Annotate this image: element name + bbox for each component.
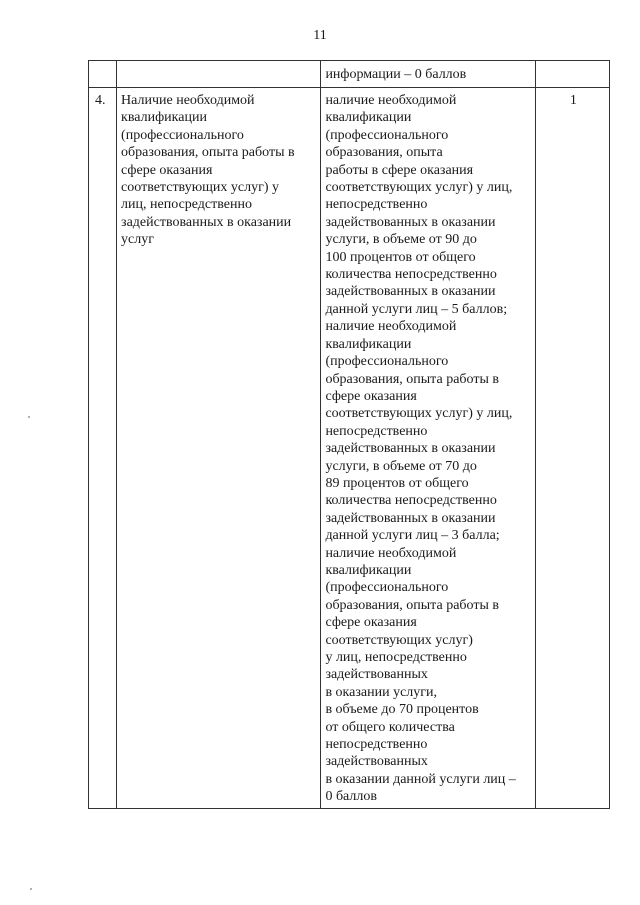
- text-line: в объеме до 70 процентов: [325, 702, 479, 718]
- text-line: образования, опыта работы в: [325, 597, 499, 613]
- text-line: образования, опыта работы в: [121, 145, 295, 161]
- text-line: задействованных: [325, 667, 428, 683]
- criterion-cell: [117, 88, 321, 809]
- text-line: соответствующих услуг): [325, 632, 473, 648]
- text-line: задействованных: [325, 754, 428, 770]
- text-line: данной услуги лиц – 3 балла;: [325, 528, 500, 544]
- text-line: образования, опыта: [325, 145, 443, 161]
- criterion-cell: [117, 61, 321, 88]
- criterion-text: [117, 88, 320, 251]
- text-line: непосредственно: [325, 423, 428, 439]
- text-line: Наличие необходимой: [121, 93, 255, 108]
- criterion-text: [117, 61, 320, 68]
- text-line: услуги, в объеме от 70 до: [325, 458, 477, 474]
- text-line: задействованных в оказании: [325, 214, 496, 230]
- table-row-continued: [89, 61, 610, 88]
- text-line: (профессионального: [121, 127, 244, 143]
- table-row-4: [89, 88, 610, 809]
- text-line: задействованных в оказании: [325, 510, 496, 526]
- text-line: данной услуги лиц – 5 баллов;: [325, 301, 508, 317]
- text-line: (профессионального: [325, 127, 449, 143]
- text-line: 100 процентов от общего: [325, 249, 476, 265]
- text-line: образования, опыта работы в: [325, 371, 499, 387]
- text-line: от общего количества: [325, 719, 455, 735]
- row-number: [89, 61, 116, 68]
- text-line: (профессионального: [325, 580, 449, 596]
- text-line: квалификации: [325, 336, 412, 352]
- text-line: работы в сфере оказания: [325, 162, 474, 178]
- text-line: лиц, непосредственно: [121, 197, 252, 213]
- text-line: соответствующих услуг) у лиц,: [325, 180, 513, 196]
- text-line: наличие необходимой: [325, 319, 457, 335]
- text-line: задействованных в оказании: [325, 284, 496, 300]
- text-line: задействованных в оказании: [121, 214, 292, 230]
- text-line: сфере оказания: [121, 162, 213, 178]
- text-line: задействованных в оказании: [325, 441, 496, 457]
- number-cell: [89, 61, 117, 88]
- text-line: квалификации: [325, 562, 412, 578]
- text-line: услуги, в объеме от 90 до: [325, 232, 477, 248]
- scoring-text: информации – 0 баллов: [325, 67, 467, 82]
- scoring-text: [321, 88, 534, 808]
- scan-speck: [30, 888, 32, 890]
- text-line: 0 баллов: [325, 789, 377, 805]
- page-number: 11: [313, 28, 327, 43]
- text-line: непосредственно: [325, 737, 428, 753]
- max-score-cell: [535, 88, 609, 809]
- text-line: сфере оказания: [325, 388, 417, 404]
- max-score: [536, 61, 609, 68]
- text-line: (профессионального: [325, 354, 449, 370]
- text-line: наличие необходимой: [325, 545, 457, 561]
- text-line: наличие необходимой: [325, 93, 457, 108]
- criteria-table: [88, 60, 610, 809]
- text-line: непосредственно: [325, 197, 428, 213]
- text-line: у лиц, непосредственно: [325, 650, 467, 665]
- text-line: сфере оказания: [325, 615, 417, 631]
- text-line: 89 процентов от общего: [325, 475, 469, 491]
- text-line: количества непосредственно: [325, 267, 497, 283]
- max-score-cell: [535, 61, 609, 88]
- number-cell: [89, 88, 117, 809]
- text-line: количества непосредственно: [325, 493, 497, 509]
- text-line: квалификации: [121, 110, 207, 126]
- scoring-cell: [321, 61, 535, 88]
- text-line: квалификации: [325, 110, 412, 126]
- text-line: в оказании данной услуги лиц –: [325, 771, 516, 787]
- text-line: соответствующих услуг) у: [121, 180, 280, 196]
- text-line: услуг: [121, 232, 154, 248]
- max-score: 1: [569, 93, 577, 108]
- row-number: 4.: [95, 93, 106, 108]
- text-line: в оказании услуги,: [325, 684, 438, 700]
- scoring-cell: [321, 88, 535, 809]
- text-line: соответствующих услуг) у лиц,: [325, 406, 513, 422]
- scan-speck: [28, 416, 30, 418]
